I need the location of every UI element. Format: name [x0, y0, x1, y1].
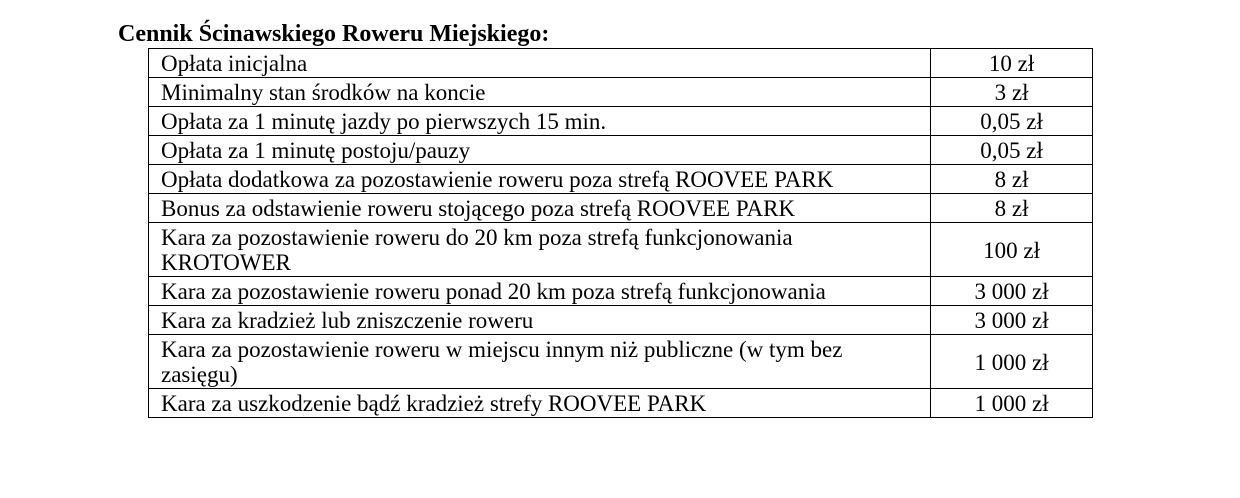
table-row	[149, 223, 1093, 277]
page-title: Cennik Ścinawskiego Roweru Miejskiego:	[118, 21, 550, 47]
table-row	[149, 107, 1093, 136]
table-row	[149, 306, 1093, 335]
row-price: 3 000 zł	[931, 277, 1093, 306]
table-row	[149, 78, 1093, 107]
row-description: Bonus za odstawienie roweru stojącego poza strefą ROOVEE PARK	[149, 194, 931, 223]
row-description: Kara za kradzież lub zniszczenie roweru	[149, 306, 931, 335]
row-price: 100 zł	[931, 223, 1093, 277]
table-row	[149, 194, 1093, 223]
row-price: 8 zł	[931, 194, 1093, 223]
table-row	[149, 136, 1093, 165]
row-description: Kara za uszkodzenie bądź kradzież strefy ROOVEE PARK	[149, 389, 931, 418]
row-description: Opłata za 1 minutę postoju/pauzy	[149, 136, 931, 165]
row-price: 0,05 zł	[931, 107, 1093, 136]
row-price: 3 000 zł	[931, 306, 1093, 335]
row-description: Opłata za 1 minutę jazdy po pierwszych 15 min.	[149, 107, 931, 136]
table-row	[149, 335, 1093, 389]
row-price: 10 zł	[931, 49, 1093, 78]
table-row	[149, 165, 1093, 194]
table-row	[149, 277, 1093, 306]
row-description: Kara za pozostawienie roweru ponad 20 km poza strefą funkcjonowania	[149, 277, 931, 306]
price-table	[148, 48, 1093, 418]
row-description: Kara za pozostawienie roweru w miejscu innym niż publiczne (w tym bez zasięgu)	[149, 335, 931, 389]
row-price: 0,05 zł	[931, 136, 1093, 165]
row-description: Kara za pozostawienie roweru do 20 km poza strefą funkcjonowania KROTOWER	[149, 223, 931, 277]
row-description: Minimalny stan środków na koncie	[149, 78, 931, 107]
row-price: 8 zł	[931, 165, 1093, 194]
row-price: 3 zł	[931, 78, 1093, 107]
table-row	[149, 389, 1093, 418]
row-description: Opłata inicjalna	[149, 49, 931, 78]
row-price: 1 000 zł	[931, 389, 1093, 418]
row-price: 1 000 zł	[931, 335, 1093, 389]
row-description: Opłata dodatkowa za pozostawienie roweru poza strefą ROOVEE PARK	[149, 165, 931, 194]
table-row	[149, 49, 1093, 78]
